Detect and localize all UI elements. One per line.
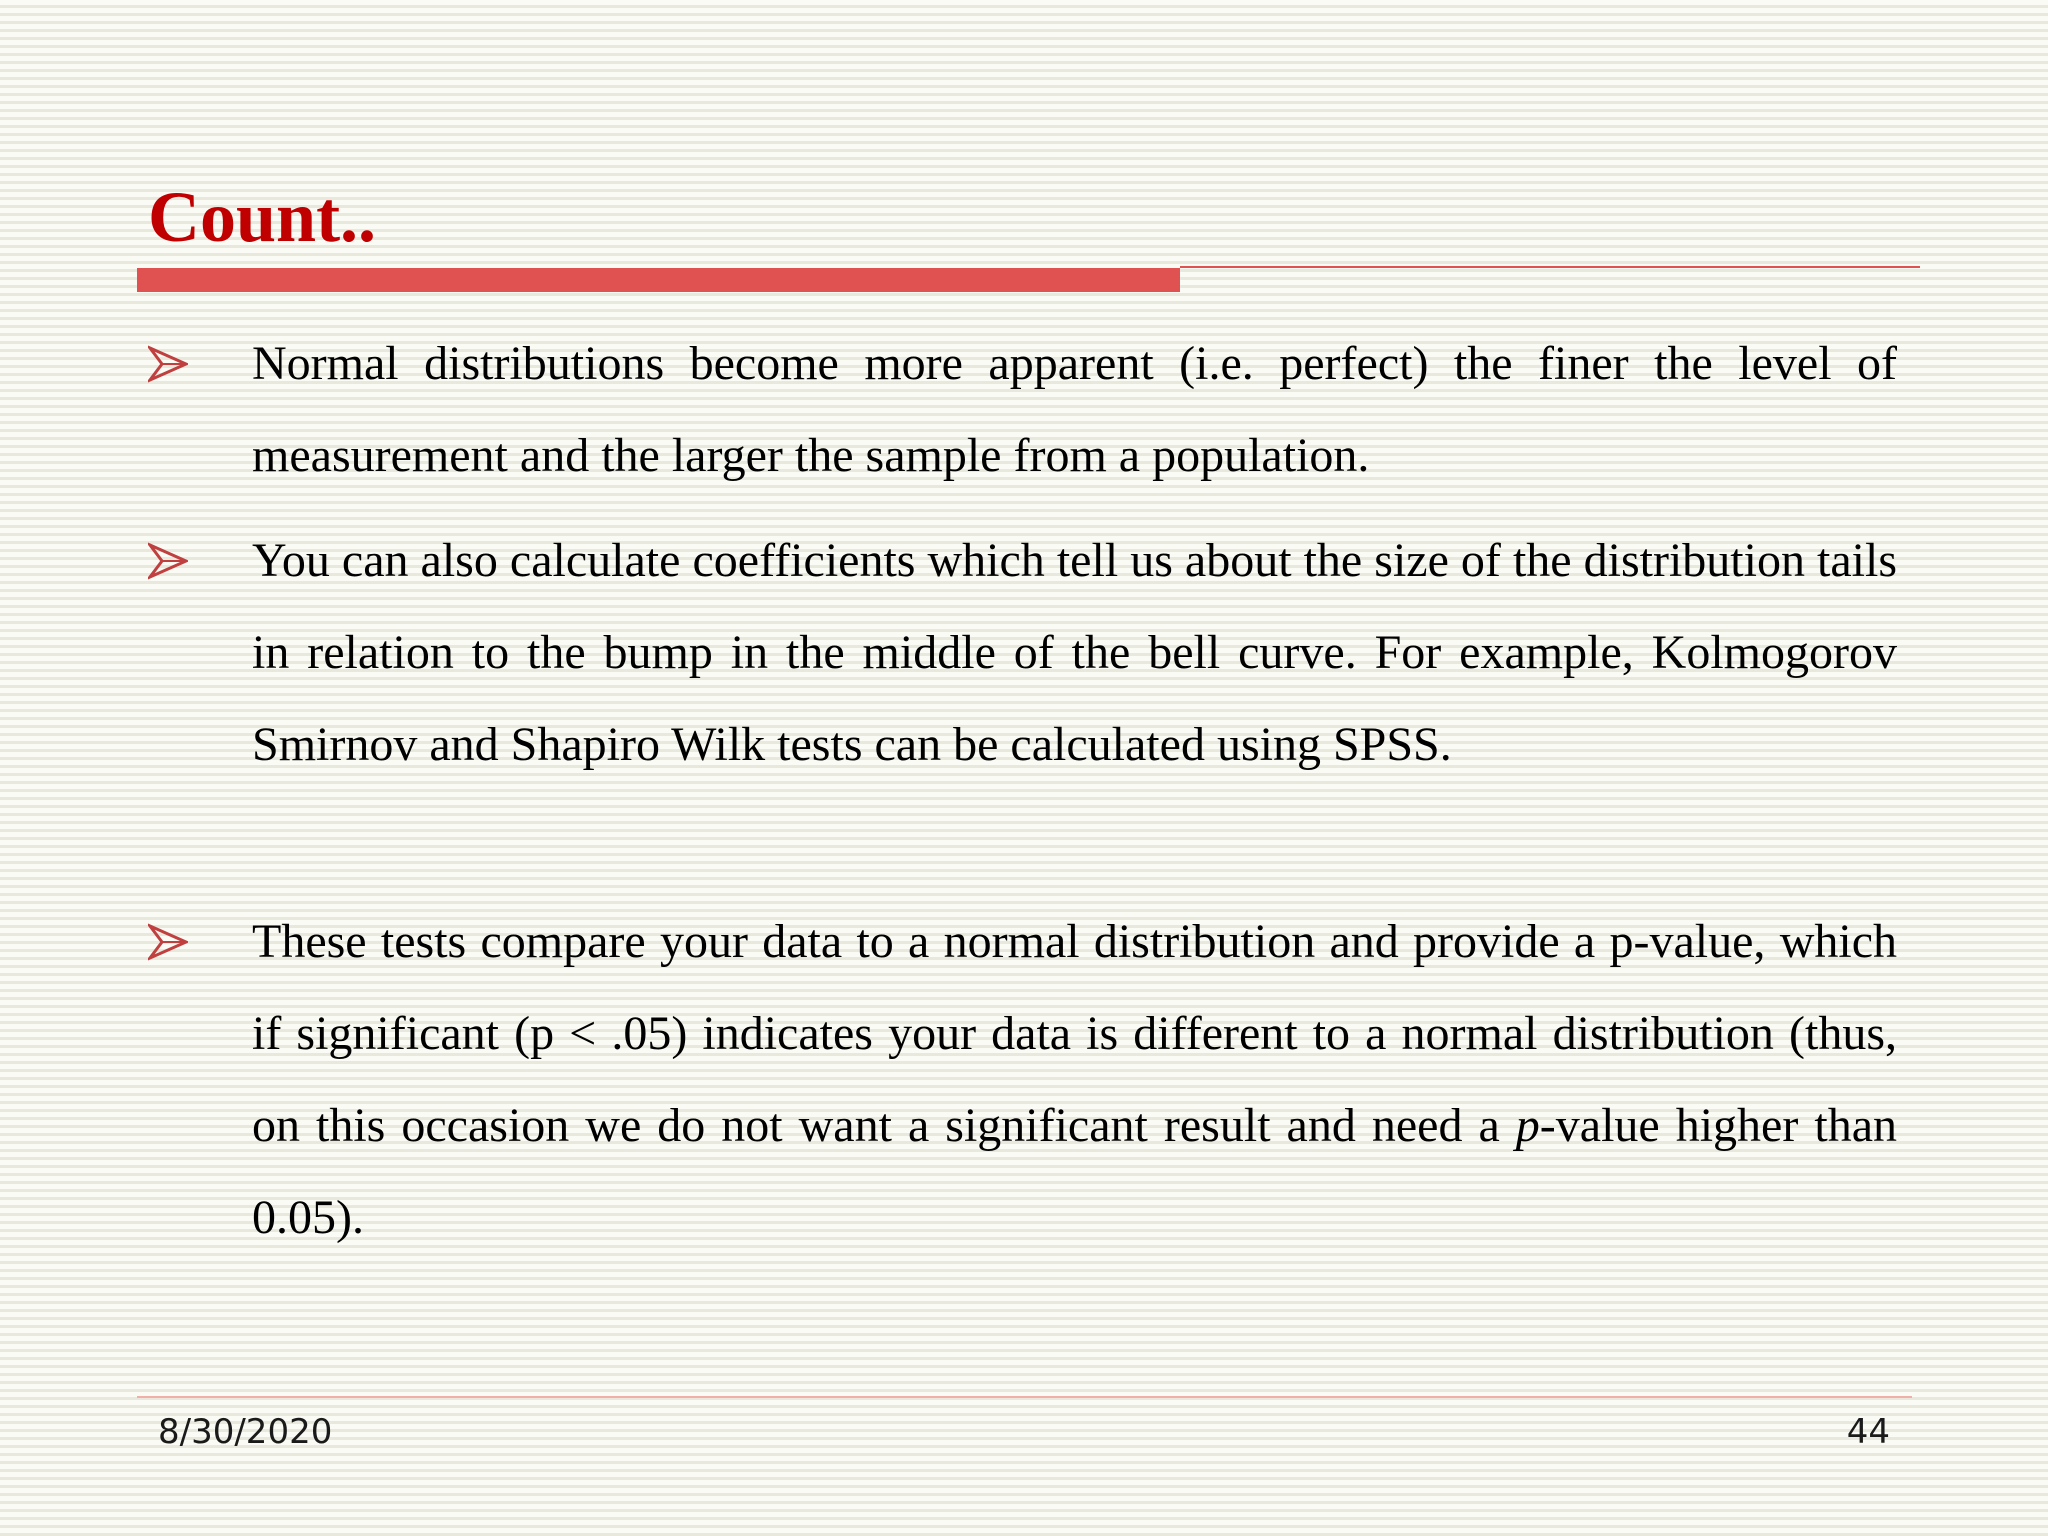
arrowhead-bullet-icon	[148, 344, 188, 384]
bullet-text	[252, 896, 1897, 1264]
arrowhead-bullet-icon	[148, 541, 188, 581]
bullet-text-main: These tests compare your data to a normal distribution and provide a p-value, which if significant (p < .05) indicates your data is different to a normal distribution (thus, on this occasion we do not want a significant result and need a	[252, 915, 1897, 1152]
bullet-text: You can also calculate coefficients which tell us about the size of the distribution tails in relation to the bump in the middle of the bell curve. For example, Kolmogorov Smirnov and Shapiro Wilk tests can be calculated using SPSS.	[252, 534, 1897, 771]
footer-date: 8/30/2020	[158, 1412, 333, 1452]
arrowhead-bullet-icon	[148, 922, 188, 962]
bullet-text-end: -value higher than 0.05).	[252, 1099, 1897, 1244]
slide-number: 44	[1846, 1412, 1890, 1452]
bullet-text: Normal distributions become more apparent (i.e. perfect) the finer the level of measurement and the larger the sample from a population.	[252, 337, 1897, 482]
slide-title: Count..	[148, 177, 377, 257]
footer-divider	[137, 1396, 1912, 1398]
bullet-text-italic: p	[1515, 1099, 1540, 1152]
title-underline-thick	[137, 268, 1180, 292]
title-underline-thin	[1180, 266, 1920, 268]
